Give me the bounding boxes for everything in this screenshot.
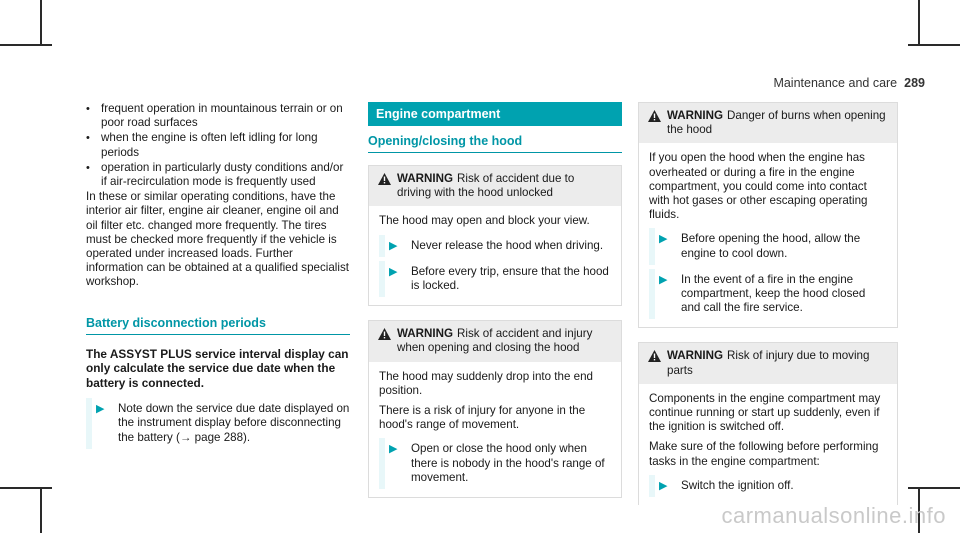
- warning-header: [369, 166, 621, 206]
- warning-label: WARNING: [397, 327, 454, 341]
- warning-text: The hood may open and block your view.: [379, 214, 590, 228]
- warning-label: WARNING: [397, 172, 454, 185]
- list-item: • when the engine is often left idling for long periods: [86, 131, 318, 159]
- warning-body: [369, 362, 621, 497]
- step-arrow-icon: ▶: [96, 403, 105, 416]
- sub-heading: Opening/closing the hood: [368, 134, 622, 153]
- step-block: [649, 269, 887, 320]
- step-item: ▶ Before opening the hood, allow the engine to cool down.: [659, 232, 861, 260]
- step-item: ▶ Switch the ignition off.: [659, 478, 794, 492]
- warning-title: Risk of accident due to driving with the hood unlocked: [397, 172, 575, 200]
- bullet-dot-icon: •: [86, 161, 90, 174]
- step-arrow-icon: ▶: [659, 479, 668, 492]
- step-block: [649, 228, 887, 264]
- column-right: [638, 102, 898, 505]
- step-item: ▶ Note down the service due date displayed on the instrument display before disconnecting the battery (→ page 288).: [96, 402, 350, 444]
- crop-mark: [40, 0, 42, 46]
- crop-mark: [918, 0, 920, 46]
- warning-triangle-icon: [378, 173, 391, 189]
- warning-text: The hood may suddenly drop into the end position.: [379, 369, 593, 397]
- warning-text: There is a risk of injury for anyone in the hood's range of movement.: [379, 404, 586, 432]
- warning-body: [639, 384, 897, 505]
- sub-heading: Battery disconnection periods: [86, 316, 350, 335]
- step-block: [649, 475, 887, 497]
- warning-triangle-icon: [648, 350, 661, 366]
- step-block: [86, 398, 350, 449]
- warning-title: Danger of burns when opening the hood: [667, 109, 886, 137]
- section-title: Maintenance and care: [773, 76, 898, 90]
- step-block: [379, 438, 611, 489]
- crop-mark: [0, 487, 52, 489]
- step-item: ▶ Never release the hood when driving.: [389, 238, 604, 252]
- warning-header: [369, 321, 621, 361]
- warning-title: Risk of injury due to moving parts: [667, 349, 870, 377]
- warning-box: [638, 342, 898, 505]
- warning-triangle-icon: [648, 110, 661, 126]
- warning-text: Components in the engine compartment may continue running or start up suddenly, even if the ignition is switched off.: [649, 391, 881, 434]
- warning-body: [639, 143, 897, 327]
- bullet-dot-icon: •: [86, 103, 90, 115]
- warning-header: [639, 343, 897, 383]
- step-arrow-icon: ▶: [659, 273, 668, 286]
- warning-box: [368, 165, 622, 306]
- body-paragraph: In these or similar operating conditions, have the interior air filter, engine air cleaner, engine oil and oil filter etc. changed more frequently. The tires must be checked more frequently if the vehicle is operated under increased loads. Further information can be obtained at a qualified specialist workshop.: [86, 190, 349, 289]
- crop-mark: [908, 44, 960, 46]
- crop-mark: [908, 487, 960, 489]
- step-arrow-icon: ▶: [659, 233, 668, 246]
- step-item: ▶ Before every trip, ensure that the hood is locked.: [389, 264, 609, 293]
- crop-mark: [0, 44, 52, 46]
- warning-title: Risk of accident and injury when opening and closing the hood: [397, 327, 593, 355]
- step-arrow-icon: ▶: [389, 239, 398, 252]
- page-number: 289: [904, 76, 925, 90]
- column-middle: [368, 102, 622, 498]
- step-arrow-icon: ▶: [389, 265, 398, 278]
- crop-mark: [40, 487, 42, 533]
- bold-paragraph: The ASSYST PLUS service interval display can only calculate the service due date when the battery is connected.: [86, 346, 349, 390]
- warning-label: WARNING: [667, 349, 724, 363]
- step-block: [379, 235, 611, 257]
- running-header: [773, 76, 925, 90]
- warning-header: [639, 103, 897, 143]
- warning-label: WARNING: [667, 109, 724, 122]
- warning-text: Make sure of the following before performing tasks in the engine compartment:: [649, 440, 879, 468]
- step-arrow-icon: ▶: [389, 443, 398, 456]
- step-item: ▶ Open or close the hood only when there is nobody in the hood's range of movement.: [389, 442, 605, 484]
- warning-text: If you open the hood when the engine has overheated or during a fire in the engine compartment, you could come into contact with hot gases or other escaping operating fluids.: [649, 151, 868, 222]
- list-item: • operation in particularly dusty conditions and/or if air-recirculation mode is frequently used: [86, 160, 344, 189]
- warning-body: [369, 206, 621, 305]
- step-item: ▶ In the event of a fire in the engine compartment, keep the hood closed and call the fire service.: [659, 272, 866, 315]
- list-item: • frequent operation in mountainous terrain or on poor road surfaces: [86, 102, 343, 130]
- step-block: [379, 261, 611, 297]
- bullet-dot-icon: •: [86, 132, 90, 145]
- warning-box: [638, 102, 898, 328]
- column-left: [86, 102, 350, 449]
- section-bar: Engine compartment: [368, 102, 622, 126]
- warning-box: [368, 320, 622, 498]
- watermark: carmanualsonline.info: [721, 503, 946, 528]
- bullet-list: [86, 102, 350, 189]
- warning-triangle-icon: [378, 328, 391, 344]
